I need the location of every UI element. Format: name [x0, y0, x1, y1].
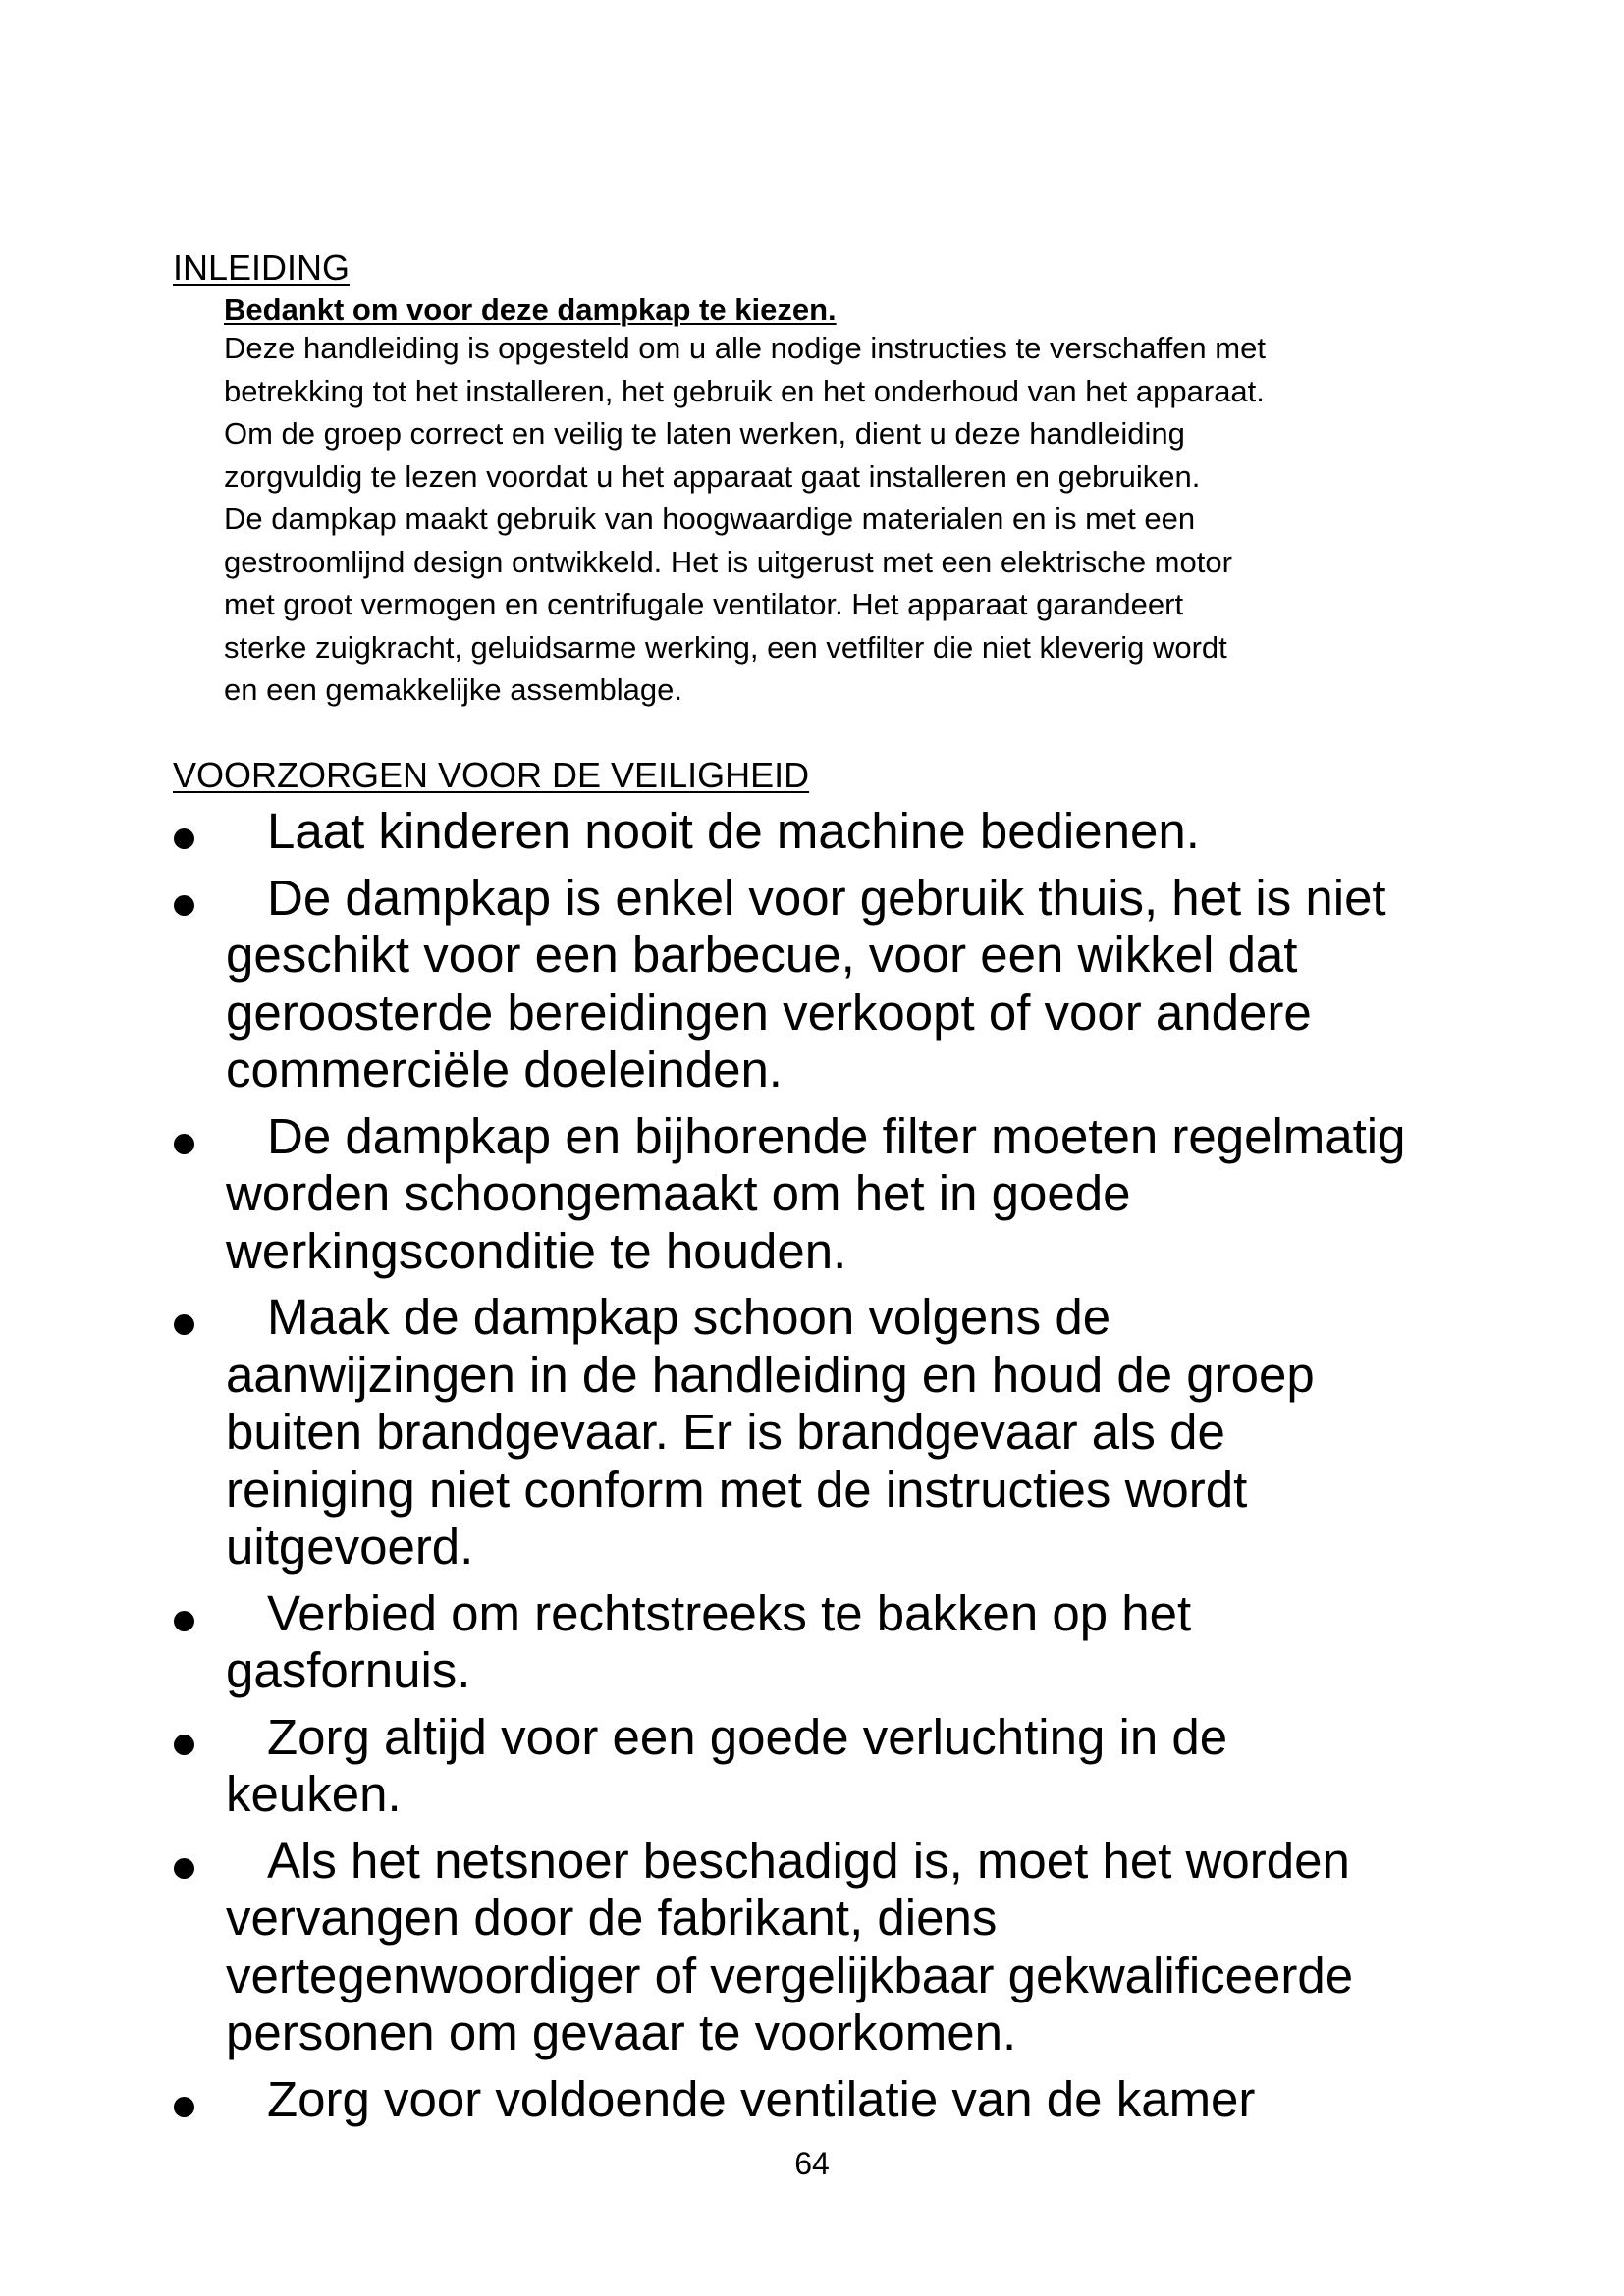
safety-item — [157, 1289, 1522, 1576]
safety-item — [157, 1585, 1522, 1700]
intro-subtitle: Bedankt om voor deze dampkap te kiezen. — [224, 293, 837, 327]
intro-line: met groot vermogen en centrifugale ventilator. Het apparaat garandeert — [224, 587, 1184, 621]
safety-item — [157, 1833, 1522, 2062]
safety-item-line: gasfornuis. — [226, 1642, 471, 1698]
intro-line: Deze handleiding is opgesteld om u alle nodige instructies te verschaffen met — [224, 331, 1266, 365]
safety-item-line: Verbied om rechtstreeks te bakken op het — [267, 1584, 1192, 1641]
safety-item-line: Als het netsnoer beschadigd is, moet het worden — [267, 1832, 1350, 1889]
safety-item-line: worden schoongemaakt om het in goede — [226, 1165, 1131, 1221]
safety-item-line: vervangen door de fabrikant, diens — [226, 1890, 998, 1946]
intro-paragraph — [224, 327, 1530, 712]
bullet-icon — [174, 895, 194, 916]
safety-item — [157, 1108, 1522, 1281]
page-number: 64 — [794, 2146, 830, 2181]
bullet-icon — [174, 1858, 194, 1879]
bullet-icon — [174, 1134, 194, 1154]
safety-item-line: keuken. — [226, 1766, 402, 1822]
intro-line: zorgvuldig te lezen voordat u het apparaat gaat installeren en gebruiken. — [224, 458, 1201, 494]
safety-item-line: De dampkap en bijhorende filter moeten regelmatig — [267, 1107, 1406, 1164]
safety-item — [157, 870, 1522, 1099]
intro-heading: INLEIDING — [173, 247, 351, 288]
intro-section — [224, 294, 1530, 712]
safety-item — [157, 803, 1522, 861]
safety-item-line: Zorg altijd voor een goede verluchting in de — [267, 1708, 1228, 1765]
safety-item-line: geroosterde bereidingen verkoopt of voor andere — [226, 984, 1312, 1041]
intro-line: gestroomlijnd design ontwikkeld. Het is uitgerust met een elektrische motor — [224, 544, 1232, 579]
bullet-icon — [174, 1735, 194, 1755]
safety-item-line: uitgevoerd. — [226, 1519, 474, 1575]
safety-item-line: commerciële doeleinden. — [226, 1041, 783, 1097]
safety-item — [157, 2071, 1522, 2129]
intro-line: betrekking tot het installeren, het gebruik en het onderhoud van het apparaat. — [224, 373, 1265, 408]
safety-item-line: personen om gevaar te voorkomen. — [226, 2004, 1017, 2060]
intro-line: sterke zuigkracht, geluidsarme werking, een vetfilter die niet kleverig wordt — [224, 629, 1227, 665]
safety-item — [157, 1709, 1522, 1824]
intro-line: De dampkap maakt gebruik van hoogwaardige materialen en is met een — [224, 502, 1196, 536]
safety-item-line: De dampkap is enkel voor gebruik thuis, het is niet — [267, 869, 1386, 926]
safety-item-line: aanwijzingen in de handleiding en houd de groep — [226, 1346, 1315, 1403]
safety-item-line: vertegenwoordiger of vergelijkbaar gekwalificeerde — [226, 1947, 1354, 2003]
bullet-icon — [174, 828, 194, 849]
safety-item-line: Maak de dampkap schoon volgens de — [267, 1289, 1111, 1345]
intro-line: Om de groep correct en veilig te laten werken, dient u deze handleiding — [224, 416, 1185, 451]
bullet-icon — [174, 1611, 194, 1631]
safety-item-line: werkingsconditie te houden. — [226, 1222, 847, 1279]
bullet-icon — [174, 1314, 194, 1335]
safety-item-line: reiniging niet conform met de instructies wordt — [226, 1461, 1248, 1518]
intro-line: en een gemakkelijke assemblage. — [224, 672, 682, 707]
safety-list — [157, 803, 1522, 2137]
safety-item-line: geschikt voor een barbecue, voor een wikkel dat — [226, 927, 1298, 983]
safety-item-line: buiten brandgevaar. Er is brandgevaar als de — [226, 1404, 1225, 1460]
safety-item-line: Zorg voor voldoende ventilatie van de kamer — [267, 2070, 1256, 2127]
safety-heading: VOORZORGEN VOOR DE VEILIGHEID — [173, 755, 810, 795]
bullet-icon — [174, 2097, 194, 2117]
safety-item-line: Laat kinderen nooit de machine bedienen. — [267, 803, 1200, 859]
